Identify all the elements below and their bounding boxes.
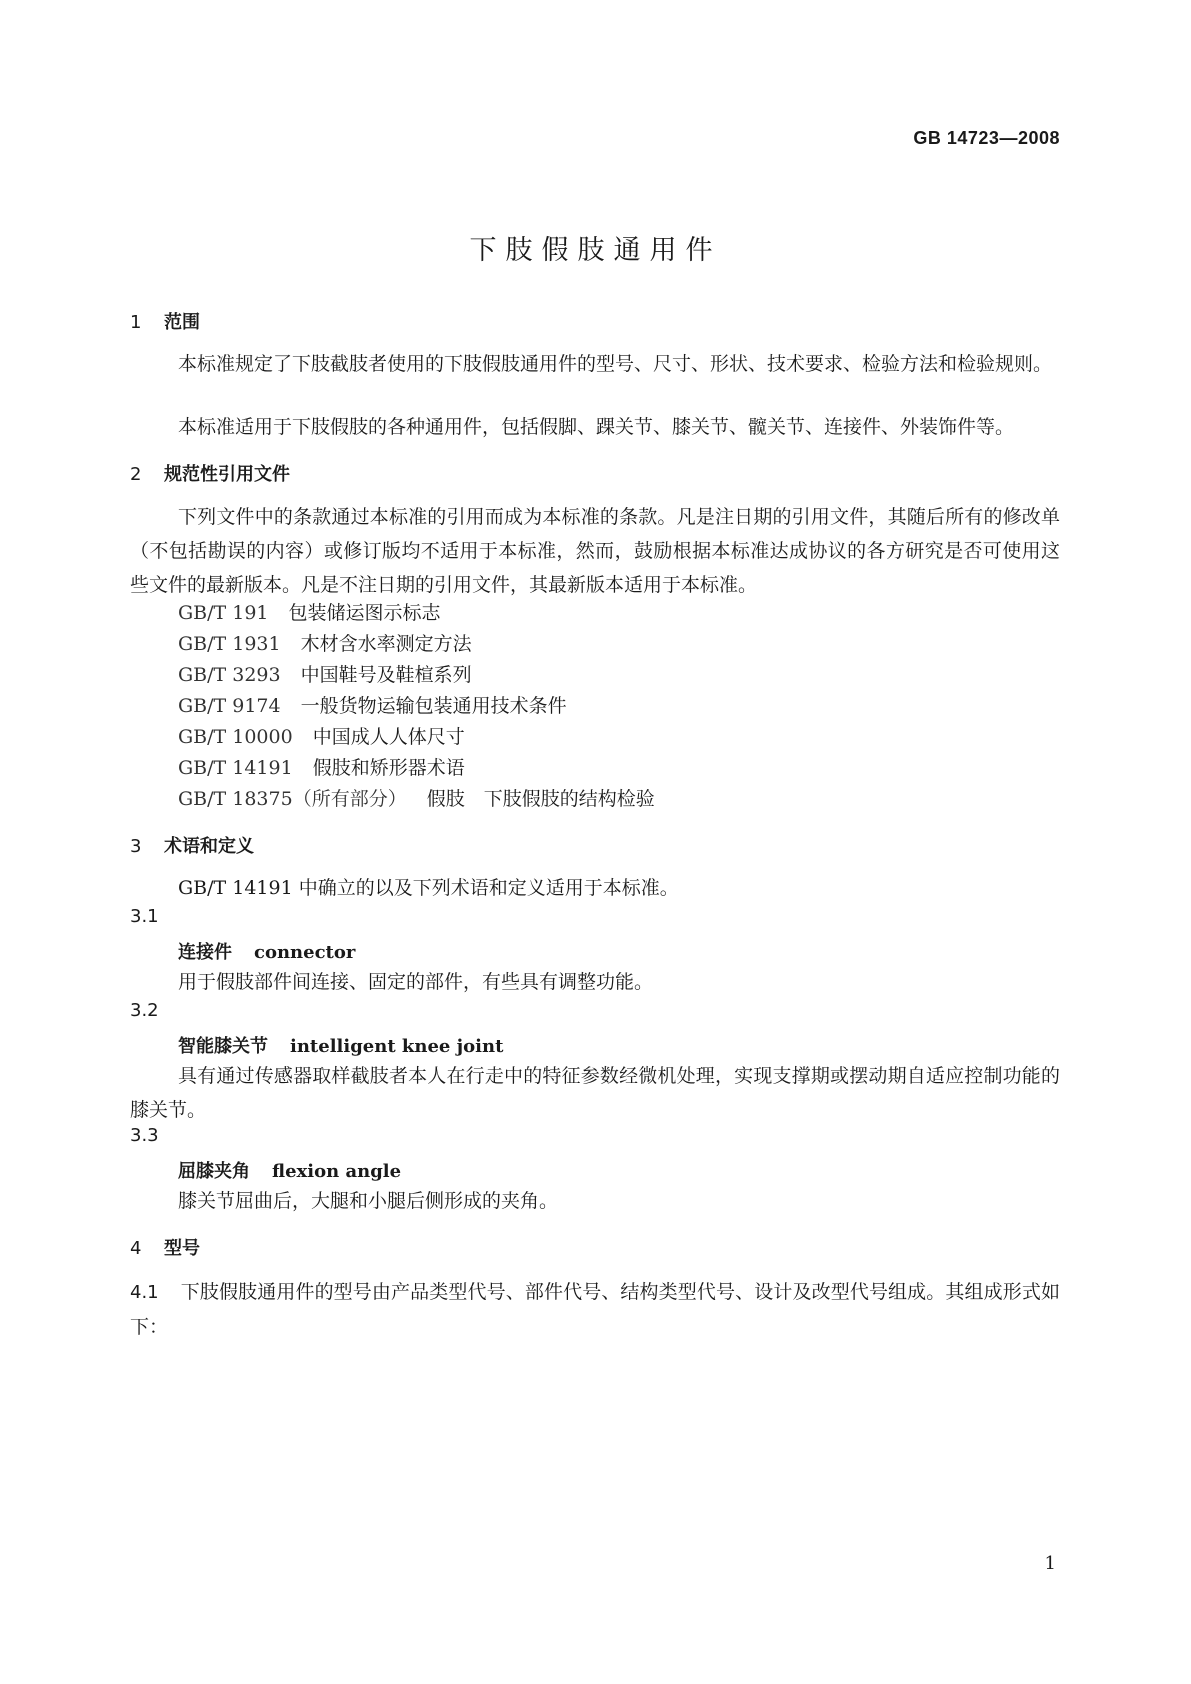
term-heading (178, 1157, 401, 1183)
reference-item (178, 660, 472, 687)
term-definition: 用于假肢部件间连接、固定的部件，有些具有调整功能。 (178, 971, 654, 993)
section-title: 型号 (164, 1238, 200, 1259)
reference-item (178, 722, 465, 749)
reference-code: GB/T 1931 (178, 633, 281, 655)
term-en: intelligent knee joint (290, 1036, 504, 1057)
page-title: 下肢假肢通用件 (469, 235, 722, 266)
section-title: 范围 (164, 312, 200, 333)
section-number: 3 (130, 836, 142, 857)
term-definition: 膝关节屈曲后，大腿和小腿后侧形成的夹角。 (178, 1190, 559, 1212)
reference-title: 中国成人人体尺寸 (312, 726, 465, 748)
term-heading (178, 1032, 503, 1058)
section-3-intro: GB/T 14191 中确立的以及下列术语和定义适用于本标准。 (178, 877, 679, 899)
reference-item (178, 691, 567, 718)
reference-item (178, 598, 441, 625)
term-zh: 屈膝夹角 (178, 1161, 250, 1182)
section-number: 2 (130, 464, 142, 485)
section-1-paragraph-2: 本标准适用于下肢假肢的各种通用件，包括假脚、踝关节、膝关节、髋关节、连接件、外装饰件等。 (178, 416, 1015, 438)
section-number: 1 (130, 312, 142, 333)
term-heading (178, 938, 355, 964)
reference-code: GB/T 14191 (178, 757, 293, 779)
section-1-heading (130, 308, 200, 334)
section-title: 术语和定义 (164, 836, 254, 857)
reference-item (178, 629, 472, 656)
clause-4-1 (130, 1275, 1060, 1344)
page-number: 1 (1044, 1553, 1056, 1574)
reference-code: GB/T 18375（所有部分） (178, 788, 407, 810)
standard-number: GB 14723—2008 (913, 128, 1060, 148)
clause-number: 4.1 (130, 1282, 159, 1303)
term-en: flexion angle (272, 1161, 402, 1182)
reference-title: 一般货物运输包装通用技术条件 (300, 695, 567, 717)
section-2-heading (130, 460, 290, 486)
section-number: 4 (130, 1238, 142, 1259)
reference-title: 假肢和矫形器术语 (312, 757, 465, 779)
reference-item (178, 753, 465, 780)
section-2-paragraph-1: 下列文件中的条款通过本标准的引用而成为本标准的条款。凡是注日期的引用文件，其随后所有的修改单（不包括勘误的内容）或修订版均不适用于本标准，然而，鼓励根据本标准达成协议的各方研究是否可使用这些文件的最新版本。凡是不注日期的引用文件，其最新版本适用于本标准。 (130, 506, 1060, 596)
term-number: 3.1 (130, 906, 159, 927)
term-zh: 智能膝关节 (178, 1036, 268, 1057)
term-en: connector (254, 942, 356, 963)
clause-text: 下肢假肢通用件的型号由产品类型代号、部件代号、结构类型代号、设计及改型代号组成。其组成形式如下： (130, 1281, 1060, 1338)
reference-code: GB/T 9174 (178, 695, 281, 717)
term-number: 3.2 (130, 1000, 159, 1021)
reference-title: 假肢 下肢假肢的结构检验 (426, 788, 655, 810)
reference-title: 中国鞋号及鞋楦系列 (300, 664, 472, 686)
reference-title: 包装储运图示标志 (288, 602, 441, 624)
term-number: 3.3 (130, 1125, 159, 1146)
reference-code: GB/T 10000 (178, 726, 293, 748)
reference-code: GB/T 191 (178, 602, 269, 624)
term-definition: 具有通过传感器取样截肢者本人在行走中的特征参数经微机处理，实现支撑期或摆动期自适应控制功能的膝关节。 (130, 1065, 1060, 1121)
section-title: 规范性引用文件 (164, 464, 290, 485)
reference-title: 木材含水率测定方法 (300, 633, 472, 655)
reference-code: GB/T 3293 (178, 664, 281, 686)
reference-item (178, 784, 655, 811)
term-zh: 连接件 (178, 942, 232, 963)
section-1-paragraph-1: 本标准规定了下肢截肢者使用的下肢假肢通用件的型号、尺寸、形状、技术要求、检验方法和检验规则。 (178, 353, 1053, 375)
section-3-heading (130, 832, 254, 858)
section-4-heading (130, 1234, 200, 1260)
